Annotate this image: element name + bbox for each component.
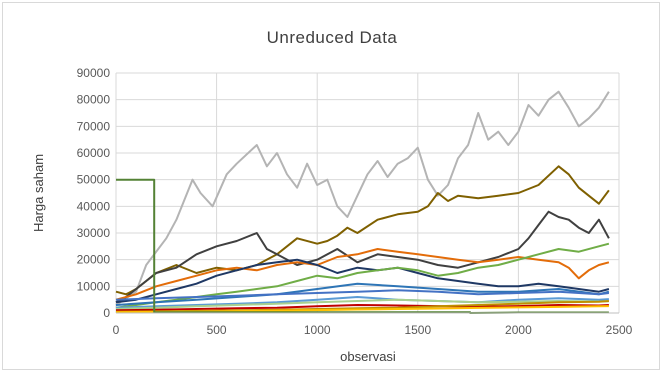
y-tick-label: 90000	[76, 66, 110, 80]
line-chart	[3, 3, 661, 371]
y-axis-title: Harga saham	[31, 153, 46, 233]
series-line-3	[116, 212, 609, 303]
y-tick-label: 0	[103, 306, 110, 320]
x-tick-label: 2000	[505, 323, 532, 337]
y-tick-label: 20000	[76, 252, 110, 267]
series-line-5	[116, 260, 609, 303]
y-tick-label: 70000	[76, 119, 110, 134]
x-tick-label: 500	[206, 323, 227, 337]
x-tick-label: 1500	[404, 323, 432, 337]
y-tick-label: 30000	[76, 226, 110, 240]
series-lines	[116, 92, 609, 313]
y-tick-label: 80000	[76, 92, 110, 107]
x-tick-label: 1000	[303, 323, 331, 337]
y-tick-label: 60000	[76, 146, 110, 160]
x-tick-label: 0	[112, 323, 120, 337]
x-tick-label: 2500	[605, 323, 633, 337]
x-axis-title: observasi	[340, 349, 396, 364]
chart-title: Unreduced Data	[266, 28, 398, 47]
y-tick-label: 50000	[76, 172, 110, 187]
chart-frame	[2, 2, 660, 370]
y-tick-label: 10000	[76, 279, 110, 294]
y-tick-label: 40000	[76, 199, 110, 214]
